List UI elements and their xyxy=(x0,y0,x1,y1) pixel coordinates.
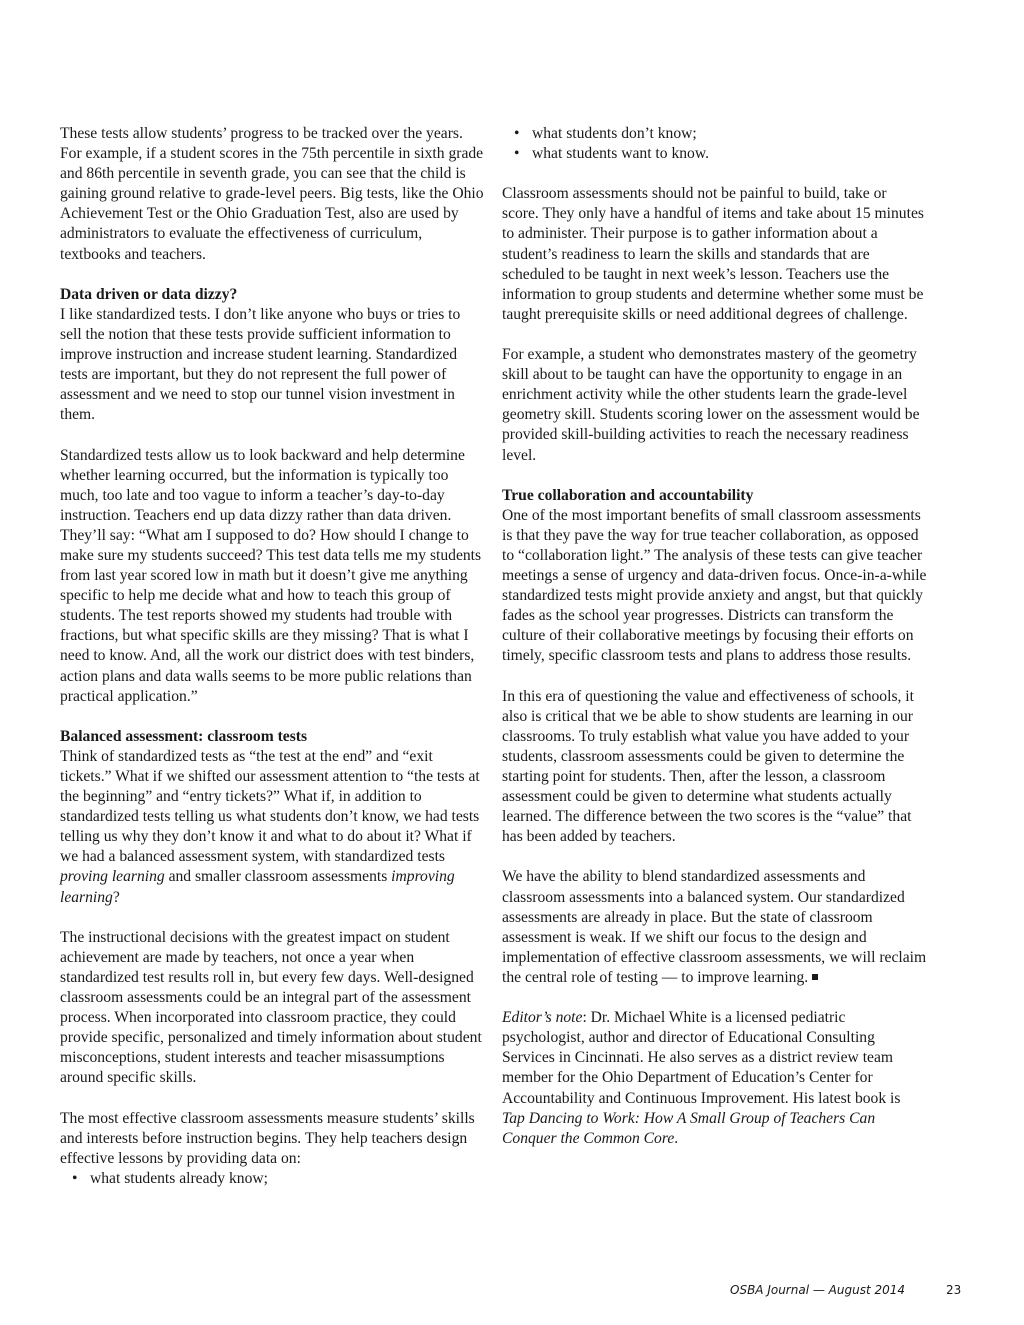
heading-data-driven: Data driven or data dizzy? xyxy=(60,285,238,303)
bullet-list-data-on xyxy=(60,1169,485,1189)
emphasis-proving-learning: proving learning xyxy=(60,868,165,886)
page-number: 23 xyxy=(946,1283,962,1297)
book-title: Tap Dancing to Work: How A Small Group of Teachers Can Conquer the Common Core xyxy=(502,1109,876,1147)
paragraph-editors-note xyxy=(502,1008,927,1149)
paragraph-blend-assessments xyxy=(502,867,927,988)
paragraph-like-standardized-tests: I like standardized tests. I don’t like anyone who buys or tries to sell the notion that these tests provide sufficient information to improve instruction and increase student learning. Standardized tests are important, but they do not represent the full power of assessment and we need to stop our tunnel vision investment in them. xyxy=(60,305,461,424)
list-item: • what students already know; xyxy=(60,1169,485,1189)
left-column xyxy=(60,124,485,1209)
text-run: Think of standardized tests as “the test at the end” and “exit tickets.” What if we shifted our assessment attention to “the tests at the beginning” and “entry tickets?” What if, in addition to standardized tests telling us what students don’t know, we had tests telling us why they don’t know it and what to do about it? What if we had a balanced assessment system, with standardized tests xyxy=(60,747,480,866)
bullet-list-continued xyxy=(502,124,927,164)
end-of-article-square-icon xyxy=(812,974,818,980)
paragraph-teacher-collaboration: One of the most important benefits of small classroom assessments is that they pave the way for true teacher collaboration, as opposed to “collaboration light.” The analysis of these tests can give teacher meetings a sense of urgency and data-driven focus. Once-in-a-while standardized tests might provide anxiety and angst, but that quickly fades as the school year progresses. Districts can transform the culture of their collaborative meetings by focusing their efforts on timely, specific classroom tests and plans to address those results. xyxy=(502,506,927,665)
right-column xyxy=(502,124,927,1169)
heading-balanced-assessment: Balanced assessment: classroom tests xyxy=(60,727,308,745)
list-item: • what students don’t know; xyxy=(502,124,927,144)
paragraph-exit-tickets xyxy=(60,747,485,908)
editors-note-label: Editor’s note xyxy=(502,1009,583,1027)
paragraph-instructional-decisions: The instructional decisions with the greatest impact on student achievement are made by teachers, not once a year when standardized test results roll in, but every few days. Well-designed classroom assessments could be an integral part of the assessment process. When incorporated into classroom practice, they could provide specific, personalized and timely information about student misconceptions, student interests and teacher misassumptions around specific skills. xyxy=(60,928,482,1087)
text-run: and smaller classroom assessments xyxy=(164,868,392,886)
paragraph-effective-assessments: The most effective classroom assessments measure students’ skills and interests before instruction begins. They help teachers design effective lessons by providing data on: xyxy=(60,1109,475,1167)
paragraph-look-backward: Standardized tests allow us to look backward and help determine whether learning occurred, but the information is typically too much, too late and too vague to inform a teacher’s day-to-day instruction. Teachers end up data dizzy rather than data driven. They’ll say: “What am I supposed to do? How should I change to make sure my students succeed? This test data tells me my students from last year scored low in math but it doesn’t give me anything specific to help me decide what and how to teach this group of students. The test reports showed my students had trouble with fractions, but what specific skills are they missing? That is what I need to know. And, all the work our district does with test binders, action plans and data walls seems to be more public relations than practical application.” xyxy=(60,446,482,705)
text-run: ? xyxy=(112,888,120,906)
text-run: Dr. Michael White is a licensed pediatric psychologist, author and director of Educational Consulting Services in Cincinnati. He also serves as a district review team member for the Ohio Department of Education’s Center for Accountability and Continuous Improvement. His latest book is xyxy=(502,1009,901,1107)
text-run: : xyxy=(582,1009,591,1027)
paragraph-tests-track-progress: These tests allow students’ progress to be tracked over the years. For example, if a student scores in the 75th percentile in sixth grade and 86th percentile in seventh grade, you can see that the child is gaining ground relative to grade-level peers. Big tests, like the Ohio Achievement Test or the Ohio Graduation Test, also are used by administrators to evaluate the effectiveness of curriculum, textbooks and teachers. xyxy=(60,125,484,263)
paragraph-geometry-example: For example, a student who demonstrates mastery of the geometry skill about to be taught can have the opportunity to engage in an enrichment activity while the other students learn the grade-level geometry skill. Students scoring lower on the assessment would be provided skill-building activities to reach the necessary readiness level. xyxy=(502,346,920,464)
footer-journal-name: OSBA Journal — August 2014 xyxy=(730,1283,906,1297)
paragraph-era-of-questioning: In this era of questioning the value and effectiveness of schools, it also is critical that we be able to show students are learning in our classrooms. To truly establish what value you have added to your students, classroom assessments could be given to determine the starting point for students. Then, after the lesson, a classroom assessment could be given to determine what students actually learned. The difference between the two scores is the “value” that has been added by teachers. xyxy=(502,687,914,846)
heading-true-collaboration: True collaboration and accountability xyxy=(502,486,754,504)
emphasis-improving-learning: improving learning xyxy=(60,868,455,906)
text-run: We have the ability to blend standardized assessments and classroom assessments into a balanced system. Our standardized assessments are already in place. But the state of classroom assessment is weak. If we shift our focus to the design and implementation of effective classroom assessments, we will reclaim the central role of testing — to improve learning. xyxy=(502,868,927,986)
paragraph-not-painful: Classroom assessments should not be painful to build, take or score. They only have a handful of items and take about 15 minutes to administer. Their purpose is to gather information about a student’s readiness to learn the skills and standards that are scheduled to be taught in next week’s lesson. Teachers use the information to group students and determine whether some must be taught prerequisite skills or need additional degrees of challenge. xyxy=(502,185,924,323)
text-run: . xyxy=(674,1129,679,1147)
list-item: • what students want to know. xyxy=(502,144,927,164)
